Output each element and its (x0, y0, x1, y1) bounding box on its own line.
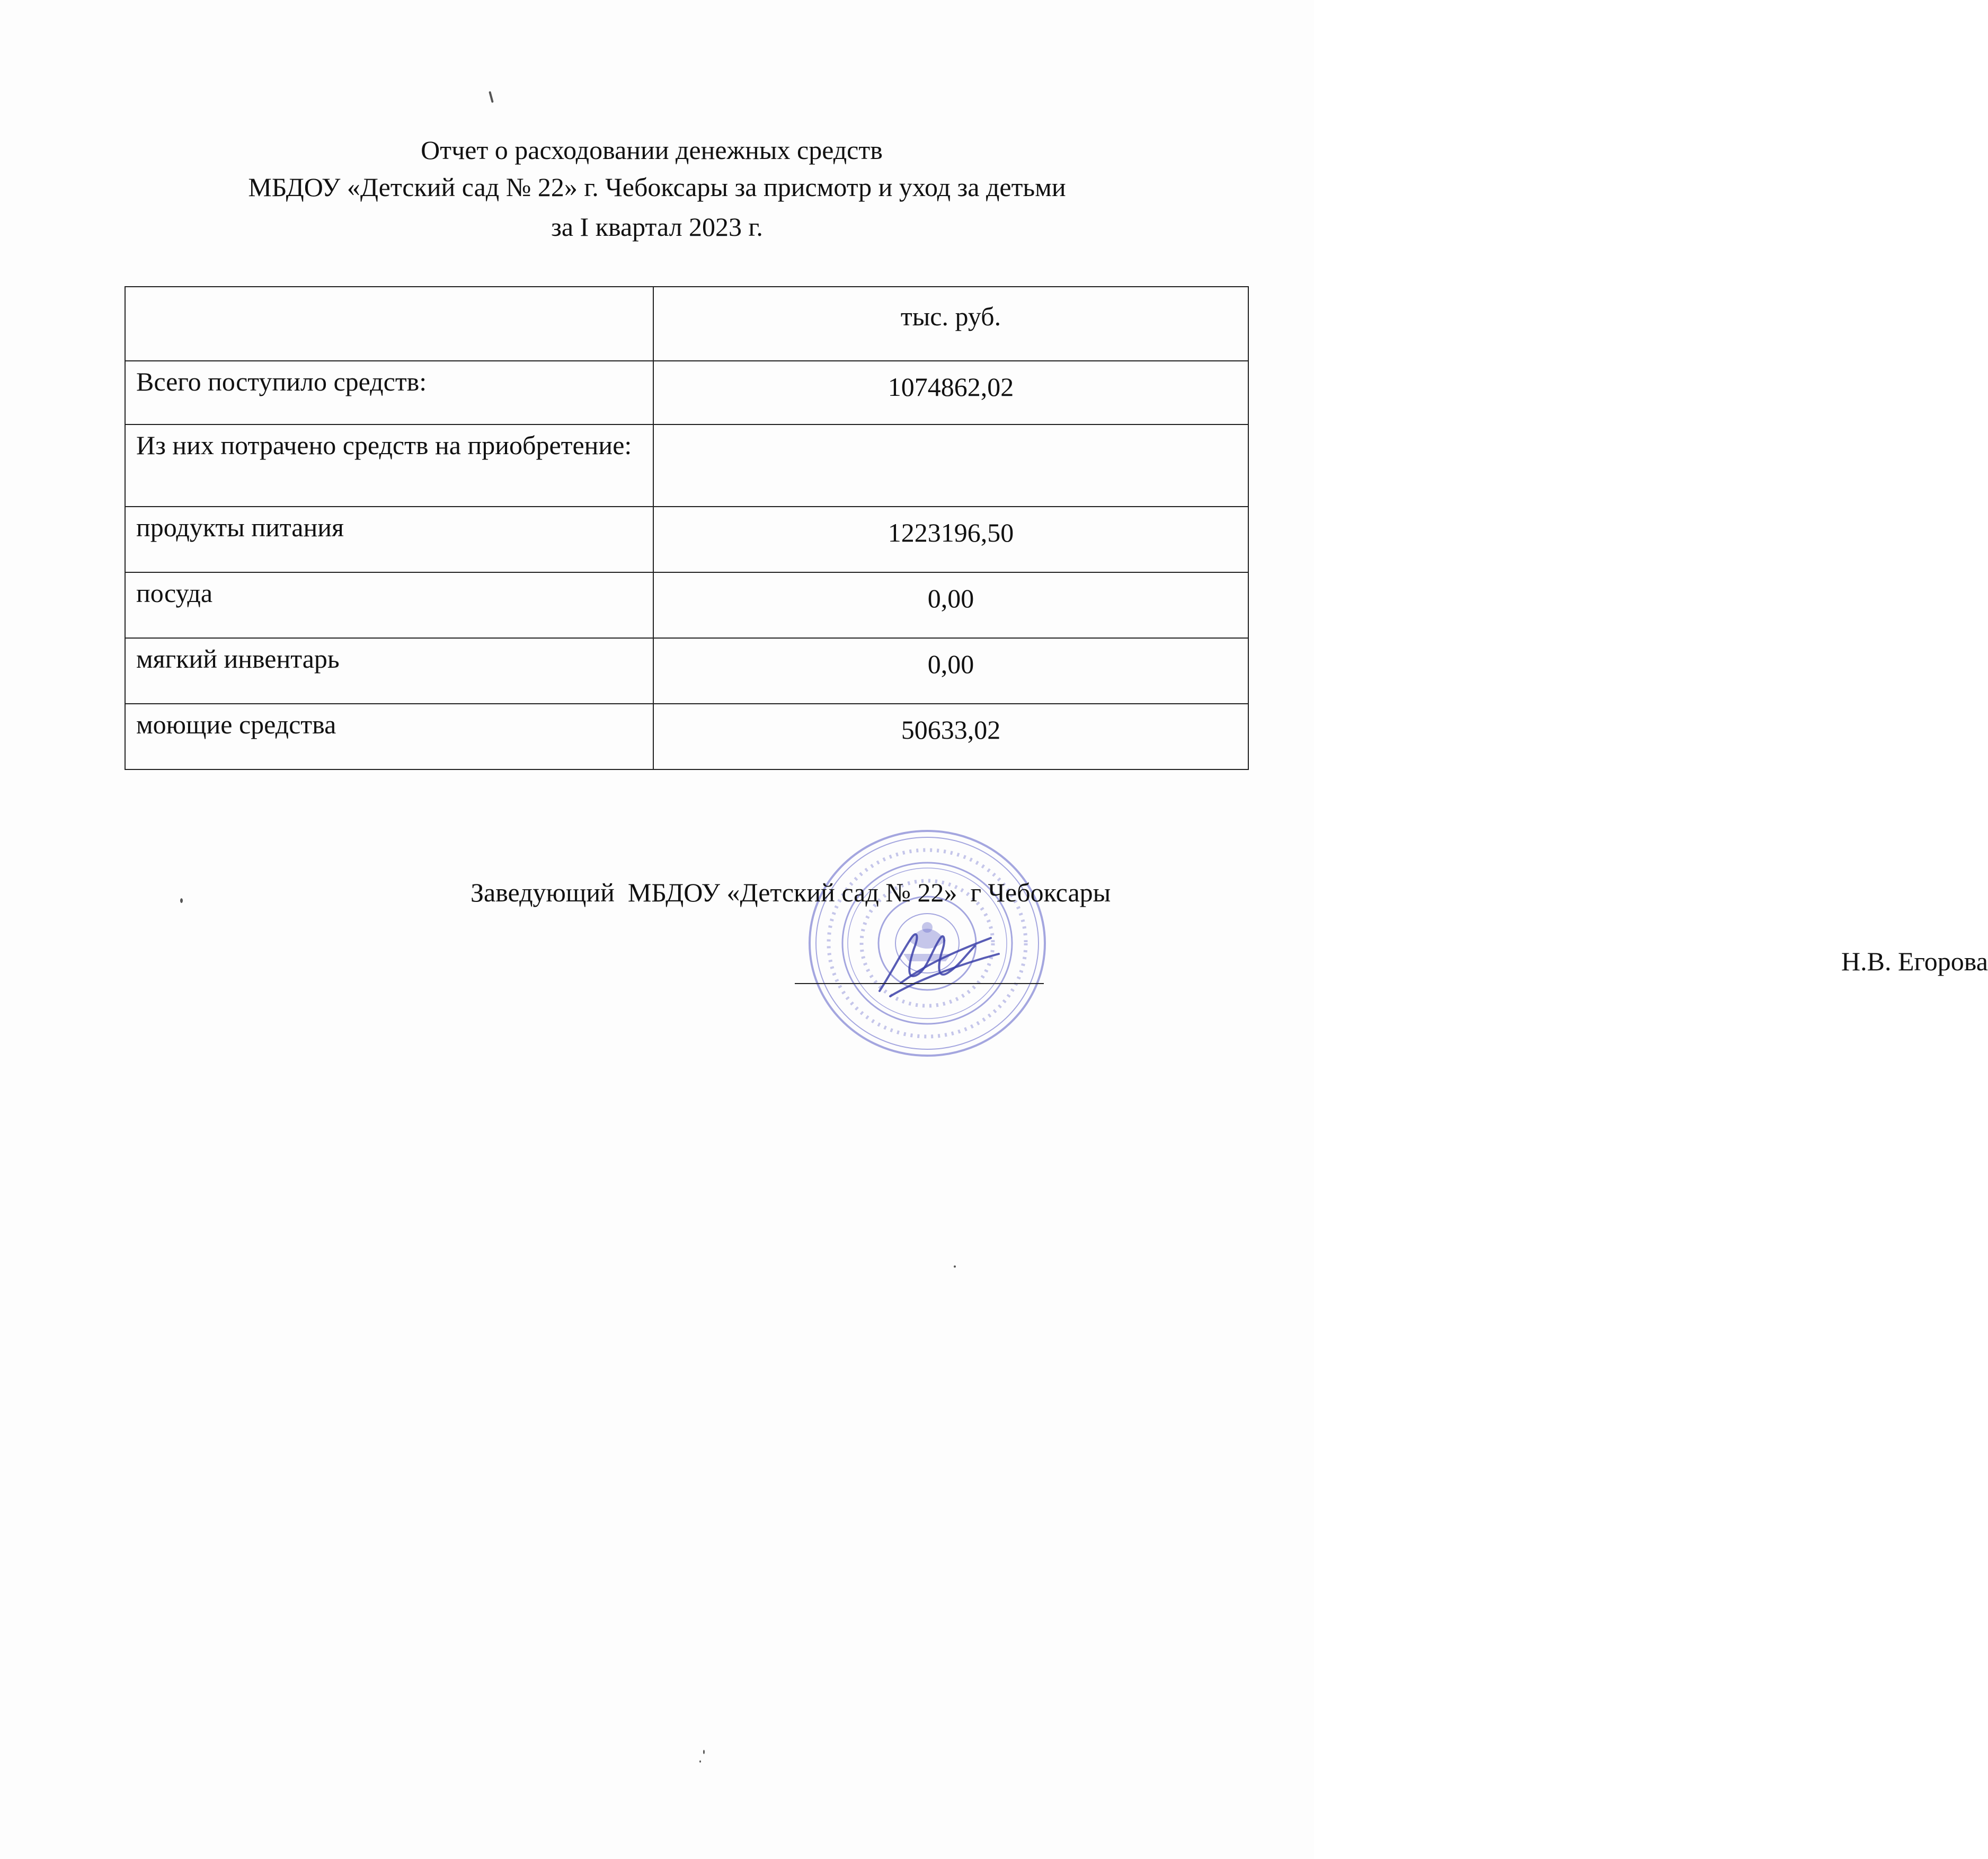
table-row (125, 507, 1248, 572)
report-title-line-2: МБДОУ «Детский сад № 22» г. Чебоксары за присмотр и уход за детьми (248, 172, 1066, 202)
table-row (125, 638, 1248, 704)
row-value (653, 424, 1248, 507)
table-header-row (125, 287, 1248, 361)
scan-speck (180, 898, 183, 903)
table-header-unit: тыс. руб. (653, 287, 1248, 361)
signatory-name: Н.В. Егорова (1841, 946, 1988, 976)
expenses-table (125, 286, 1249, 770)
signature-position: Заведующий МБДОУ «Детский сад № 22» г Чебоксары (471, 878, 1111, 907)
row-value: 1223196,50 (653, 507, 1248, 572)
scan-speck (703, 1750, 705, 1754)
row-label: продукты питания (125, 507, 653, 572)
report-title-line-3: за I квартал 2023 г. (551, 212, 763, 242)
report-title-line-1: Отчет о расходовании денежных средств (421, 135, 883, 165)
table-row (125, 361, 1248, 424)
row-value: 50633,02 (653, 704, 1248, 769)
table-header-label (125, 287, 653, 361)
row-value: 1074862,02 (653, 361, 1248, 424)
row-label: мягкий инвентарь (125, 638, 653, 704)
table-row (125, 572, 1248, 638)
scan-speck (489, 91, 494, 103)
table-row (125, 704, 1248, 769)
row-label: Из них потрачено средств на приобретение: (125, 424, 653, 507)
scan-speck (954, 1265, 956, 1268)
row-label: Всего поступило средств: (125, 361, 653, 424)
signature-block (795, 946, 1988, 1038)
row-value: 0,00 (653, 638, 1248, 704)
table-row (125, 424, 1248, 507)
row-label: посуда (125, 572, 653, 638)
scan-speck (699, 1760, 701, 1763)
row-label: моющие средства (125, 704, 653, 769)
signature-line (795, 983, 1044, 984)
handwritten-signature-icon (869, 917, 1007, 1002)
row-value: 0,00 (653, 572, 1248, 638)
